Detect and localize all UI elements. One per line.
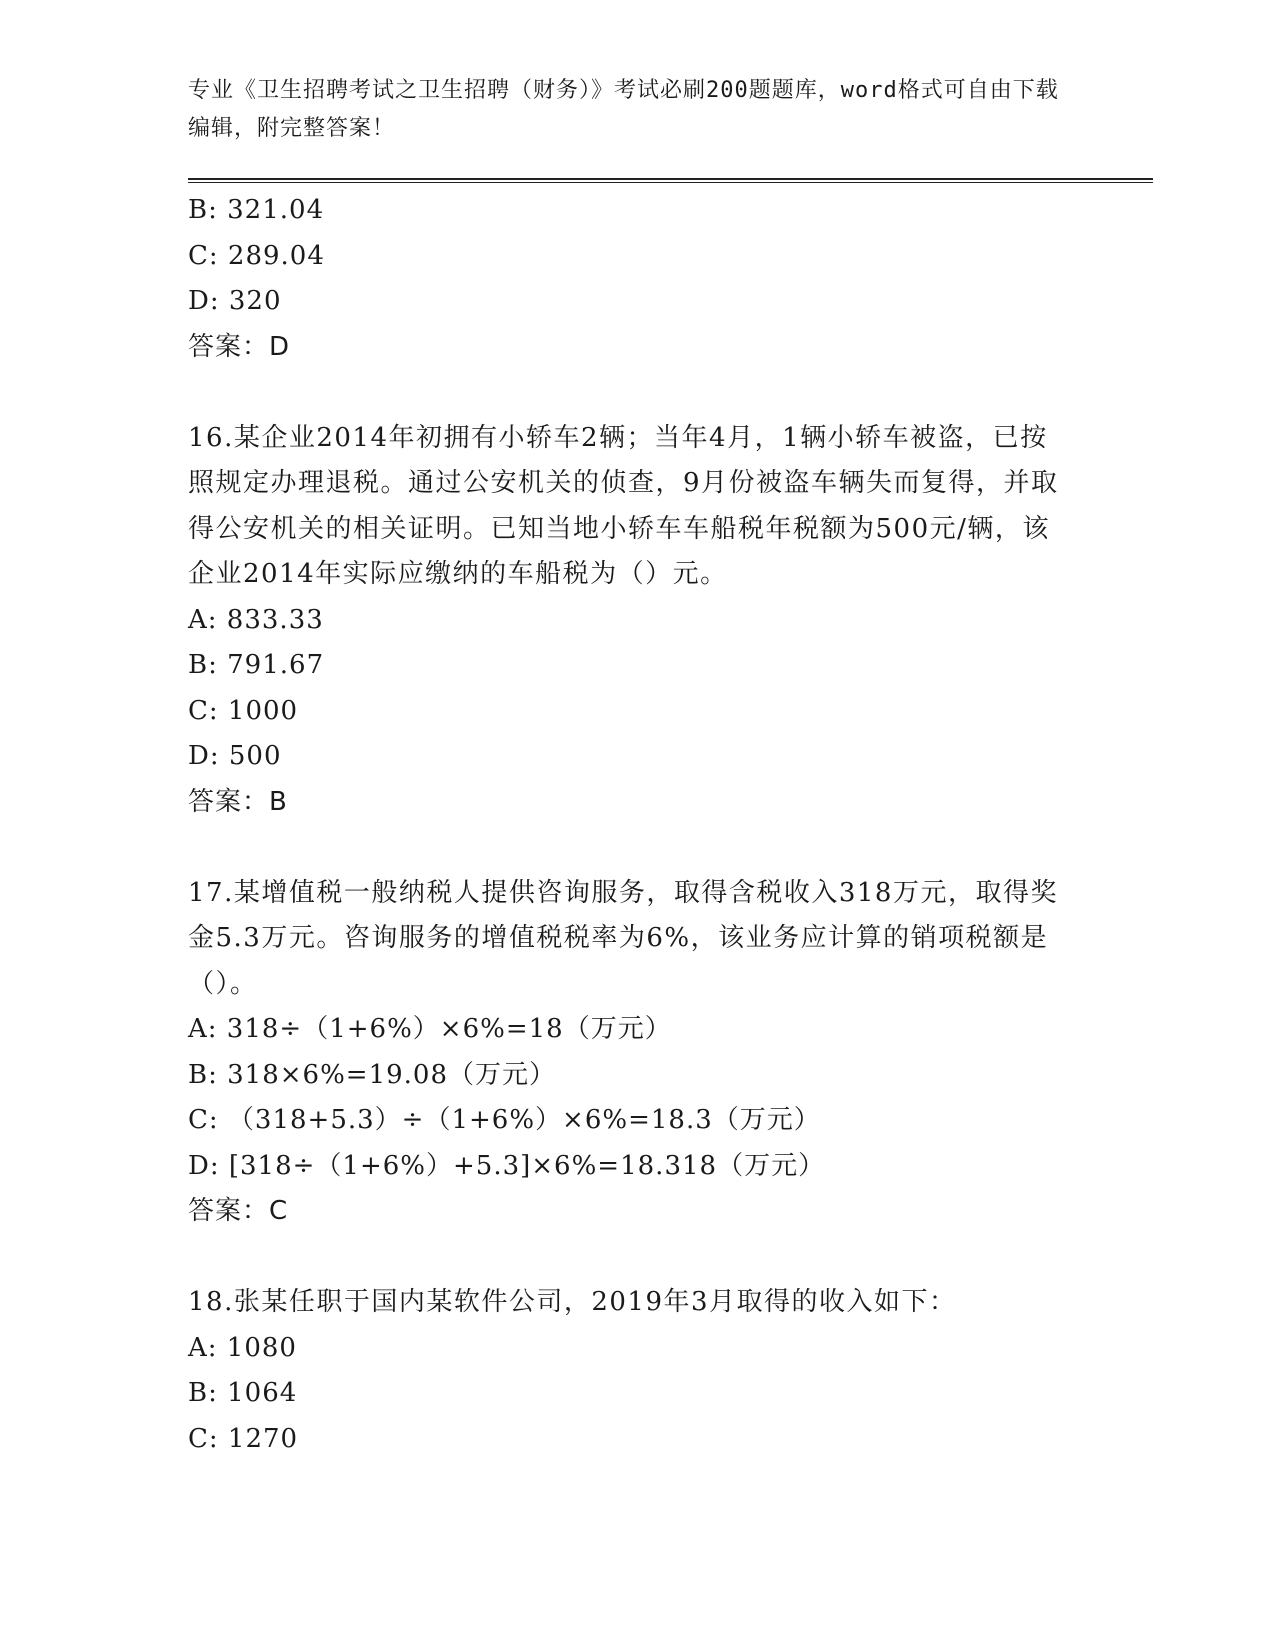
option-c: C: 1270 — [188, 1423, 299, 1454]
option-b: B: 1064 — [188, 1378, 298, 1408]
option-a: A: 1080 — [188, 1332, 297, 1363]
option-b: B: 321.04 — [188, 195, 325, 225]
option-d: D: 320 — [188, 286, 282, 316]
answer-line: 答案：B — [188, 786, 288, 817]
question-content — [188, 188, 1088, 1462]
spacer — [188, 370, 1088, 416]
spacer — [188, 825, 1088, 871]
spacer — [188, 1235, 1088, 1281]
option-c: C: 289.04 — [188, 240, 325, 271]
question-block-16 — [188, 416, 1088, 826]
option-b: B: 318×6%=19.08（万元） — [188, 1059, 557, 1090]
option-d: D: [318÷（1+6%）+5.3]×6%=18.318（万元） — [188, 1150, 826, 1181]
question-text: 18.张某任职于国内某软件公司，2019年3月取得的收入如下： — [188, 1287, 957, 1317]
answer-line: 答案：C — [188, 1196, 289, 1226]
option-d: D: 500 — [188, 741, 282, 771]
option-a: A: 833.33 — [188, 604, 324, 635]
question-text: 17.某增值税一般纳税人提供咨询服务，取得含税收入318万元，取得奖金5.3万元。咨询服务的增值税税率为6%，该业务应计算的销项税额是（）。 — [188, 877, 1058, 999]
question-text: 16.某企业2014年初拥有小轿车2辆；当年4月，1辆小轿车被盗，已按照规定办理退税。通过公安机关的侦查，9月份被盗车辆失而复得，并取得公安机关的相关证明。已知当地小轿车车船税年税额为500元/辆，该企业2014年实际应缴纳的车船税为（）元。 — [188, 422, 1059, 589]
page-header: 专业《卫生招聘考试之卫生招聘（财务）》考试必刷200题题库，word格式可自由下载编辑，附完整答案！ — [188, 78, 1059, 141]
header-divider-thick — [188, 178, 1153, 180]
question-block-18 — [188, 1280, 1088, 1462]
option-c: C: 1000 — [188, 695, 299, 726]
question-block-17 — [188, 871, 1088, 1235]
option-b: B: 791.67 — [188, 650, 325, 680]
option-a: A: 318÷（1+6%）×6%=18（万元） — [188, 1014, 672, 1044]
option-c: C: （318+5.3）÷（1+6%）×6%=18.3（万元） — [188, 1105, 821, 1135]
question-block-15 — [188, 188, 1088, 370]
answer-line: 答案：D — [188, 331, 291, 362]
header-divider-thin — [188, 182, 1153, 183]
